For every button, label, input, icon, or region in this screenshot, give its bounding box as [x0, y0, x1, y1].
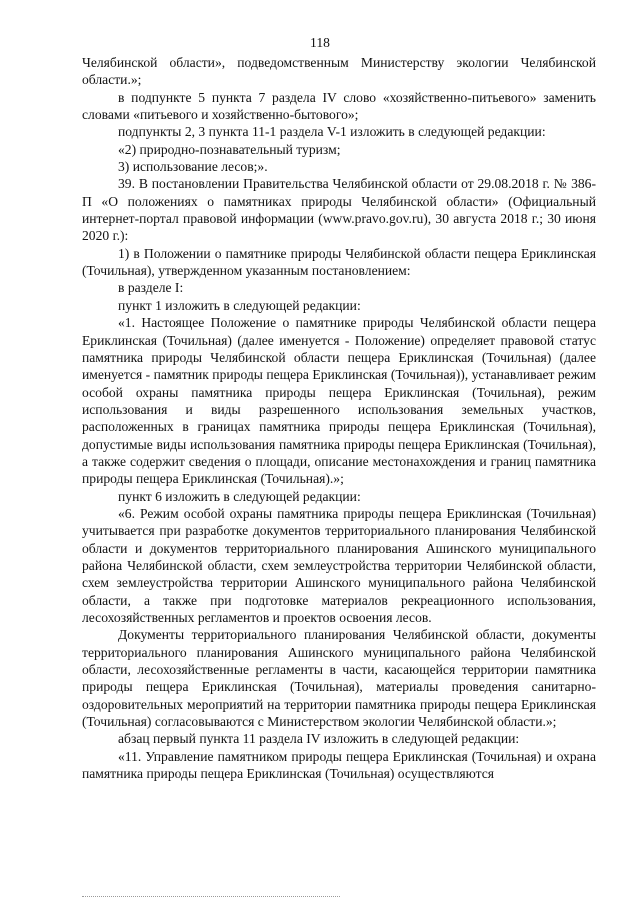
document-body	[82, 54, 596, 782]
paragraph: Документы территориального планирования Челябинской области, документы территориального планирования Ашинского муниципального района Челябинской области, лесохозяйственные регламенты в части, касающейся территории памятника природы пещера Ериклинская (Точильная), материалы проведения санитарно-оздоровительных мероприятий на территории памятника природы пещера Ериклинская (Точильная) согласовываются с Министерством экологии Челябинской области.»;	[82, 627, 596, 730]
bottom-rule	[82, 896, 340, 897]
paragraph: 39. В постановлении Правительства Челябинской области от 29.08.2018 г. № 386-П «О положениях о памятниках природы Челябинской области» (Официальный интернет-портал правовой информации (www.pravo.gov.ru), 30 августа 2018 г.; 30 июня 2020 г.):	[82, 176, 596, 244]
paragraph: пункт 1 изложить в следующей редакции:	[118, 297, 361, 313]
paragraph: пункт 6 изложить в следующей редакции:	[118, 488, 361, 504]
paragraph: 1) в Положении о памятнике природы Челябинской области пещера Ериклинская (Точильная), утвержденном указанным постановлением:	[82, 245, 596, 279]
paragraph: подпункты 2, 3 пункта 11-1 раздела V-1 изложить в следующей редакции:	[118, 124, 546, 140]
paragraph: Челябинской области», подведомственным Министерству экологии Челябинской области.»;	[82, 55, 596, 88]
paragraph: абзац первый пункта 11 раздела IV изложить в следующей редакции:	[118, 731, 520, 747]
paragraph: «11. Управление памятником природы пещера Ериклинская (Точильная) и охрана памятника природы пещера Ериклинская (Точильная) осуществляются	[82, 748, 596, 782]
paragraph: «2) природно-познавательный туризм;	[118, 141, 341, 157]
paragraph: «1. Настоящее Положение о памятнике природы Челябинской области пещера Ериклинская (Точильная) (далее именуется - Положение) определяет правовой статус памятника природы Челябинской области пещера Ериклинская (Точильная) (далее именуется - памятник природы пещера Ериклинская (Точильная)), устанавливает режим особой охраны памятника природы пещера Ериклинская (Точильная), режим использования и виды разрешенного использования земельных участков, расположенных в границах памятника природы пещера Ериклинская (Точильная), допустимые виды использования памятника природы пещера Ериклинская (Точильная), а также содержит сведения о площади, описание местонахождения и границ памятника природы пещера Ериклинская (Точильная).»;	[82, 315, 596, 487]
paragraph: в разделе I:	[118, 280, 184, 296]
paragraph: «6. Режим особой охраны памятника природы пещера Ериклинская (Точильная) учитывается при разработке документов территориального планирования Челябинской области и документов территориального планирования Ашинского муниципального района Челябинской области, схем землеустройства территории Челябинской области, схем землеустройства территории Ашинского муниципального района Челябинской области, а также при подготовке материалов рекреационного использования, лесохозяйственных регламентов и проектов освоения лесов.	[82, 505, 596, 625]
paragraph: 3) использование лесов;».	[118, 159, 268, 175]
page-number: 118	[310, 35, 330, 50]
paragraph: в подпункте 5 пункта 7 раздела IV слово «хозяйственно-питьевого» заменить словами «питьевого и хозяйственно-бытового»;	[82, 89, 596, 123]
